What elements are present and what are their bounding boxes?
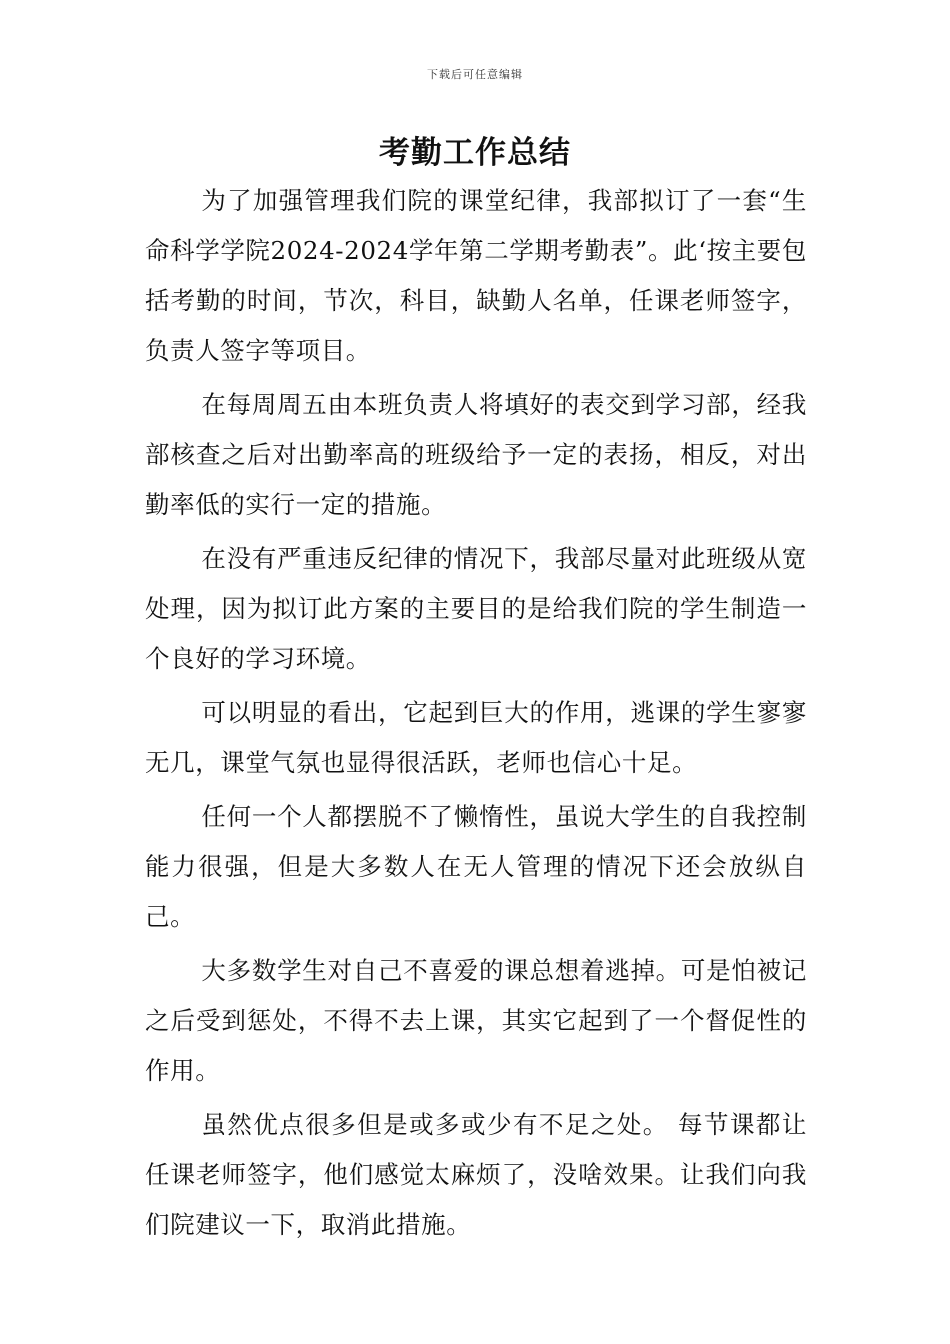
paragraph-3: 在没有严重违反纪律的情况下，我部尽量对此班级从宽处理，因为拟订此方案的主要目的是给我们院的学生制造一个良好的学习环境。 [145,544,807,673]
paragraph-1: 为了加强管理我们院的课堂纪律，我部拟订了一套“生命科学学院2024-2024学年第二学期考勤表”。此‘按主要包括考勤的时间，节次，科目，缺勤人名单，任课老师签字，负责人签字等项目。 [145,186,807,365]
document-title: 考勤工作总结 [379,135,571,171]
paragraph-5: 任何一个人都摆脱不了懒惰性，虽说大学生的自我控制能力很强，但是大多数人在无人管理的情况下还会放纵自己。 [145,802,807,931]
header-note: 下载后可任意编辑 [427,68,523,81]
paragraph-6: 大多数学生对自己不喜爱的课总想着逃掉。可是怕被记之后受到惩处，不得不去上课，其实它起到了一个督促性的作用。 [145,956,807,1085]
paragraph-2: 在每周周五由本班负责人将填好的表交到学习部，经我部核查之后对出勤率高的班级给予一定的表扬，相反，对出勤率低的实行一定的措施。 [145,390,807,519]
paragraph-7: 虽然优点很多但是或多或少有不足之处。 每节课都让任课老师签字，他们感觉太麻烦了，没啥效果。让我们向我们院建议一下，取消此措施。 [145,1110,807,1239]
paragraph-4: 可以明显的看出，它起到巨大的作用，逃课的学生寥寥无几，课堂气氛也显得很活跃，老师也信心十足。 [145,698,807,777]
document-body [145,176,807,1250]
